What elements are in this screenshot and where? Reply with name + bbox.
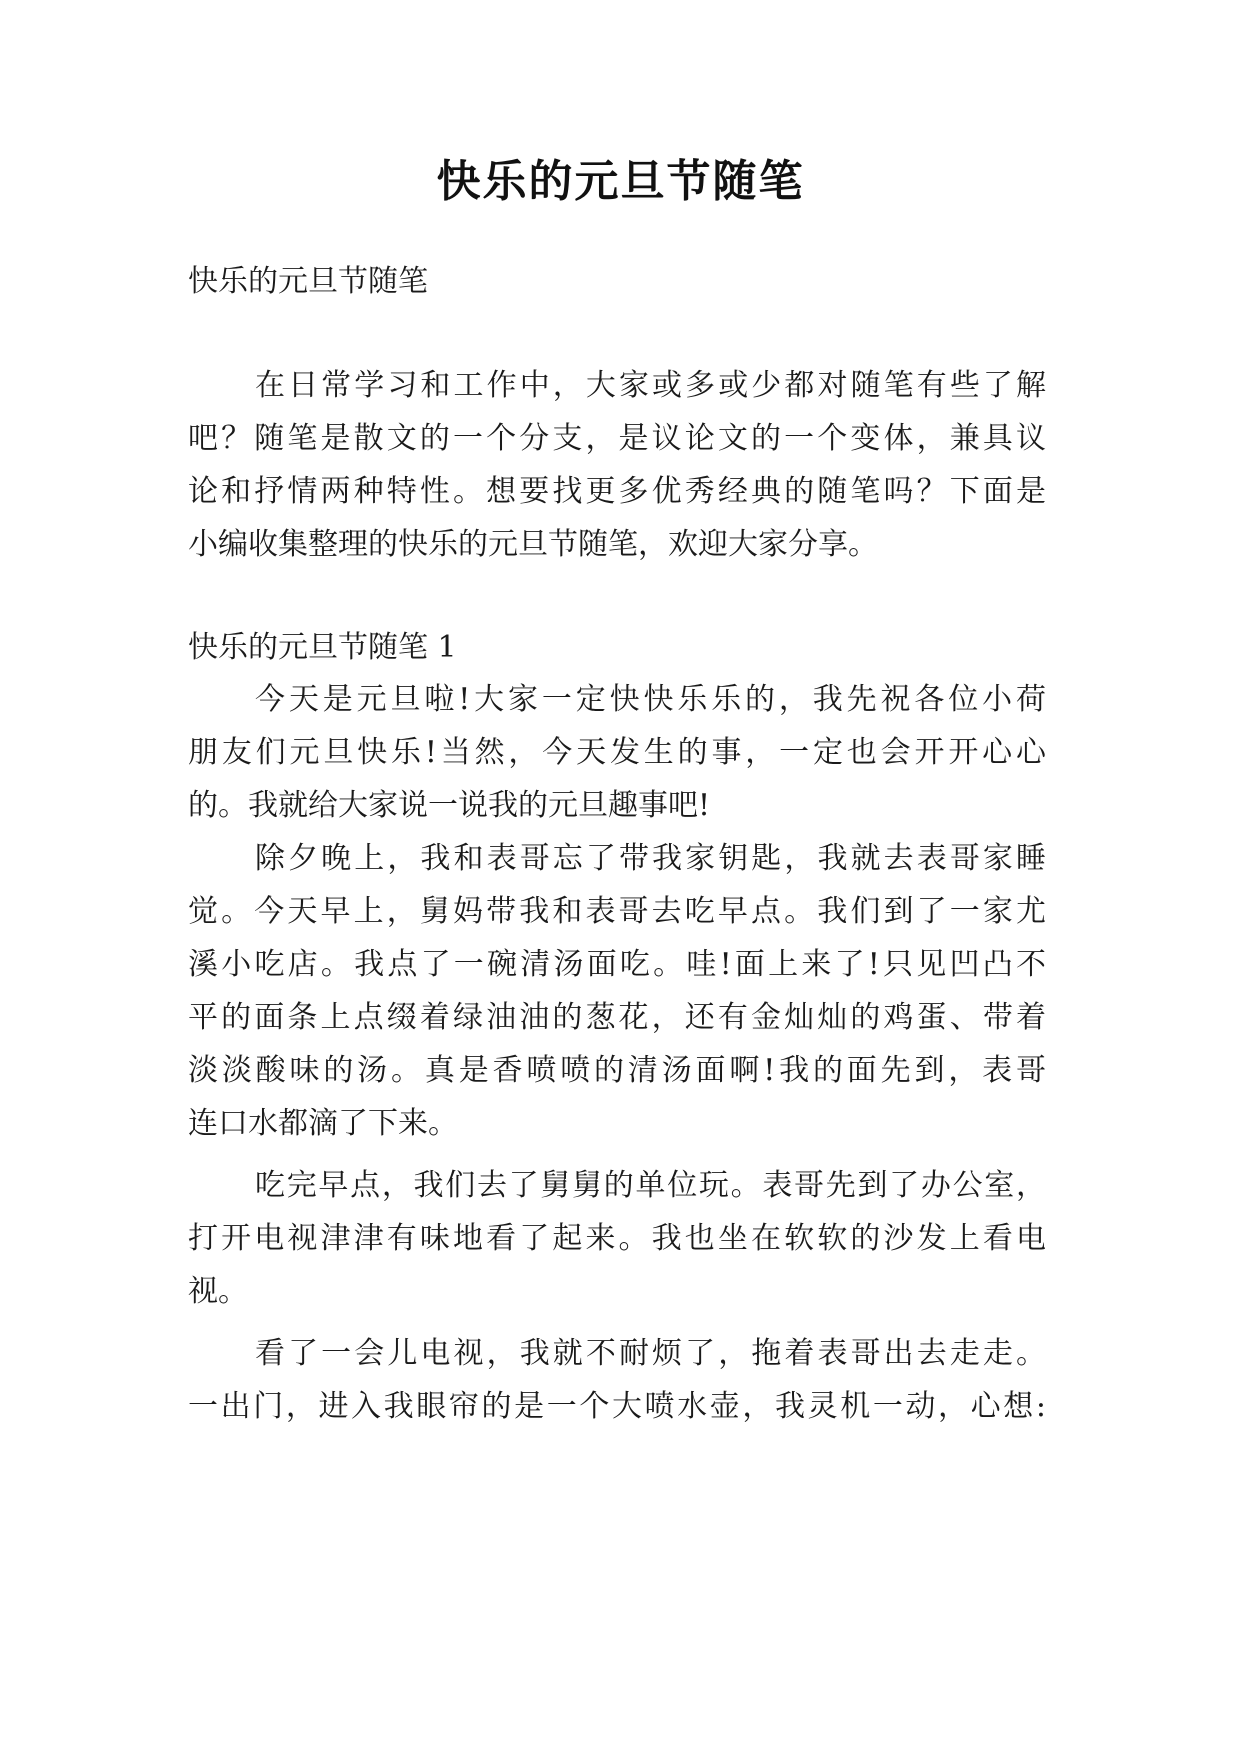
section-heading: 快乐的元旦节随笔 1 [188,630,457,665]
paragraph3-line: 吃完早点，我们去了舅舅的单位玩。表哥先到了办公室， [255,1168,1046,1203]
paragraph4-line: 一出门，进入我眼帘的是一个大喷水壶，我灵机一动，心想: [188,1389,1046,1424]
paragraph1-line: 朋友们元旦快乐!当然，今天发生的事，一定也会开开心心 [188,735,1046,770]
paragraph2-line: 溪小吃店。我点了一碗清汤面吃。哇!面上来了!只见凹凸不 [188,947,1046,982]
paragraph2-line: 连口水都滴了下来。 [188,1106,458,1141]
subtitle: 快乐的元旦节随笔 [188,264,428,299]
paragraph2-line: 淡淡酸味的汤。真是香喷喷的清汤面啊!我的面先到，表哥 [188,1053,1046,1088]
paragraph4-line: 看了一会儿电视，我就不耐烦了，拖着表哥出去走走。 [255,1336,1046,1371]
paragraph1-line: 的。我就给大家说一说我的元旦趣事吧! [188,788,711,823]
intro-line: 吧？随笔是散文的一个分支，是议论文的一个变体，兼具议 [188,421,1046,456]
paragraph3-line: 打开电视津津有味地看了起来。我也坐在软软的沙发上看电 [188,1221,1046,1256]
intro-line: 小编收集整理的快乐的元旦节随笔，欢迎大家分享。 [188,527,878,562]
intro-line: 论和抒情两种特性。想要找更多优秀经典的随笔吗？下面是 [188,474,1046,509]
paragraph2-line: 除夕晚上，我和表哥忘了带我家钥匙，我就去表哥家睡 [255,841,1046,876]
paragraph2-line: 平的面条上点缀着绿油油的葱花，还有金灿灿的鸡蛋、带着 [188,1000,1046,1035]
paragraph1-line: 今天是元旦啦!大家一定快快乐乐的，我先祝各位小荷 [255,682,1046,717]
paragraph3-line: 视。 [188,1274,248,1309]
document-title: 快乐的元旦节随笔 [436,156,805,207]
intro-line: 在日常学习和工作中，大家或多或少都对随笔有些了解 [255,368,1046,403]
paragraph2-line: 觉。今天早上，舅妈带我和表哥去吃早点。我们到了一家尤 [188,894,1046,929]
